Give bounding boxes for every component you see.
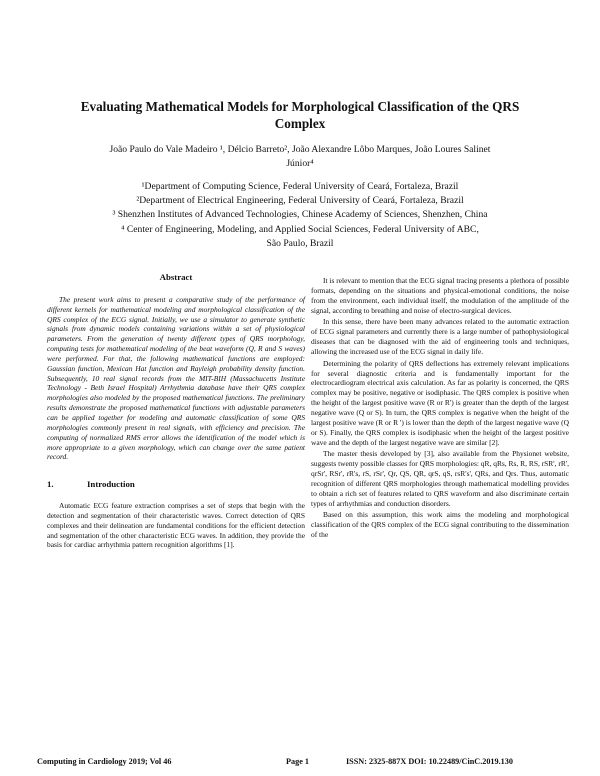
affiliation-2: ²Department of Electrical Engineering, Federal University of Ceará, Fortaleza, Brazil <box>136 195 464 207</box>
author-list <box>40 143 560 171</box>
affiliation-4: ⁴ Center of Engineering, Modeling, and Applied Social Sciences, Federal University of ABC, <box>121 223 479 235</box>
affiliation-3: ³ Shenzhen Institutes of Advanced Technologies, Chinese Academy of Sciences, Shenzhen, China <box>112 209 488 221</box>
body-paragraph-3: Determining the polarity of QRS deflections has extremely relevant implications for several diagnostic criteria and is fundamentally important for the electrocardiogram electrical axis calculation. As far as polarity is concerned, the QRS complex may be positive, negative or isodiphasic. The QRS complex is positive when the height of the largest positive wave (R or R') is greater than the depth of the largest negative wave (Q or S). In turn, the QRS complex is negative when the height of the largest positive wave (R or R ') is lower than the depth of the largest negative wave (Q or S). Finally, the QRS complex is isodiphasic when the height of the largest positive wave and the depth of the largest negative wave are similar [2]. <box>311 358 569 447</box>
body-paragraph-2: In this sense, there have been many advances related to the automatic extraction of ECG signal parameters and currently there is a large number of pathophysiological diseases that can be diagnosed with the aid of engineering tools and techniques, allowing the increased use of the ECG signal in daily life. <box>311 317 569 356</box>
abstract-heading: Abstract <box>159 272 193 282</box>
footer-journal: Computing in Cardiology 2019; Vol 46 <box>37 757 172 766</box>
body-paragraph-1: It is relevant to mention that the ECG signal tracing presents a plethora of possible formats, depending on the situations and physical-emotional conditions, the noise from the environment, each individual itself, the modulation of the amplitude of the signal, according to breathing and noise of electro-surgical devices. <box>311 276 569 315</box>
affiliation-4-continued: São Paulo, Brazil <box>266 237 334 249</box>
authors-line-1: João Paulo do Vale Madeiro ¹, Délcio Barreto², João Alexandre Lôbo Marques, João Loures Salinet <box>109 144 491 155</box>
section-title: Introduction <box>87 479 135 490</box>
abstract-text: The present work aims to present a comparative study of the performance of different kernels for mathematical modeling and morphological classification of the QRS complex of the ECG signal. Initially, we use a simulator to generate synthetic signals from dynamic models containing variations within a set of physiological parameters. From the generation of twenty different types of QRS morphology, computing tests for mathematical modeling of the beat waveform (Q, R and S waves) were performed. For that, the following mathematical functions are employed: Gaussian function, Mexican Hat function and Rayleigh probability density function. Subsequently, 10 real signal records from the MIT-BIH (Massachucetts Institute Technology - Beth Israel Hospital) Arrhythmia database have their QRS complex morphologies also modeled by the proposed mathematical functions. The preliminary results demonstrate the proposed mathematical functions with adjustable parameters can be applied together for modeling and automatic classification of some QRS morphologies commonly present in real signals, with efficiency and precision. The computing of normalized RMS error allows the identification of the model which is more appropriate to a given morphology, which can change over the same patient record. <box>47 294 305 462</box>
intro-paragraph: Automatic ECG feature extraction comprises a set of steps that begin with the detection and segmentation of their characteristic waves. Correct detection of QRS complexes and their delineation are fundamental conditions for the efficient detection and segmentation of the other characteristic ECG waves. In addition, they provide the basis for cardiac arrhythmia pattern recognition algorithms [1]. <box>47 501 305 550</box>
footer-page-number: Page 1 <box>286 757 309 766</box>
affiliation-1: ¹Department of Computing Science, Federal University of Ceará, Fortaleza, Brazil <box>141 181 459 192</box>
body-paragraph-4: The master thesis developed by [3], also available from the Physionet website, suggests twenty possible classes for QRS morphologies: qR, qRs, Rs, R, RS, rSR', rR', qrSr', RSr', rR's, rS, rSr', Qr, QS, QR, qrS, qS, rsR's', QRs, and Qrs. Thus, automatic recognition of different QRS morphologies through mathematical modelling provides to obtain a rich set of features related to QRS waveform and also discriminate certain types of arrhythmias and conduction disorders. <box>311 449 569 508</box>
title-line-1: Evaluating Mathematical Models for Morphological Classification of the QRS <box>80 99 520 114</box>
section-heading <box>47 480 305 490</box>
section-number: 1. <box>47 479 54 490</box>
right-column <box>311 276 569 542</box>
left-column <box>47 273 305 552</box>
paper-title <box>60 98 540 132</box>
affiliations <box>40 180 560 251</box>
body-paragraph-5: Based on this assumption, this work aims the modeling and morphological classification of the QRS complex of the ECG signal contributing to the dissemination of the <box>311 510 569 540</box>
footer-issn-doi: ISSN: 2325-887X DOI: 10.22489/CinC.2019.130 <box>346 757 513 766</box>
authors-line-2: Júnior⁴ <box>286 158 314 169</box>
title-line-2: Complex <box>274 116 326 131</box>
